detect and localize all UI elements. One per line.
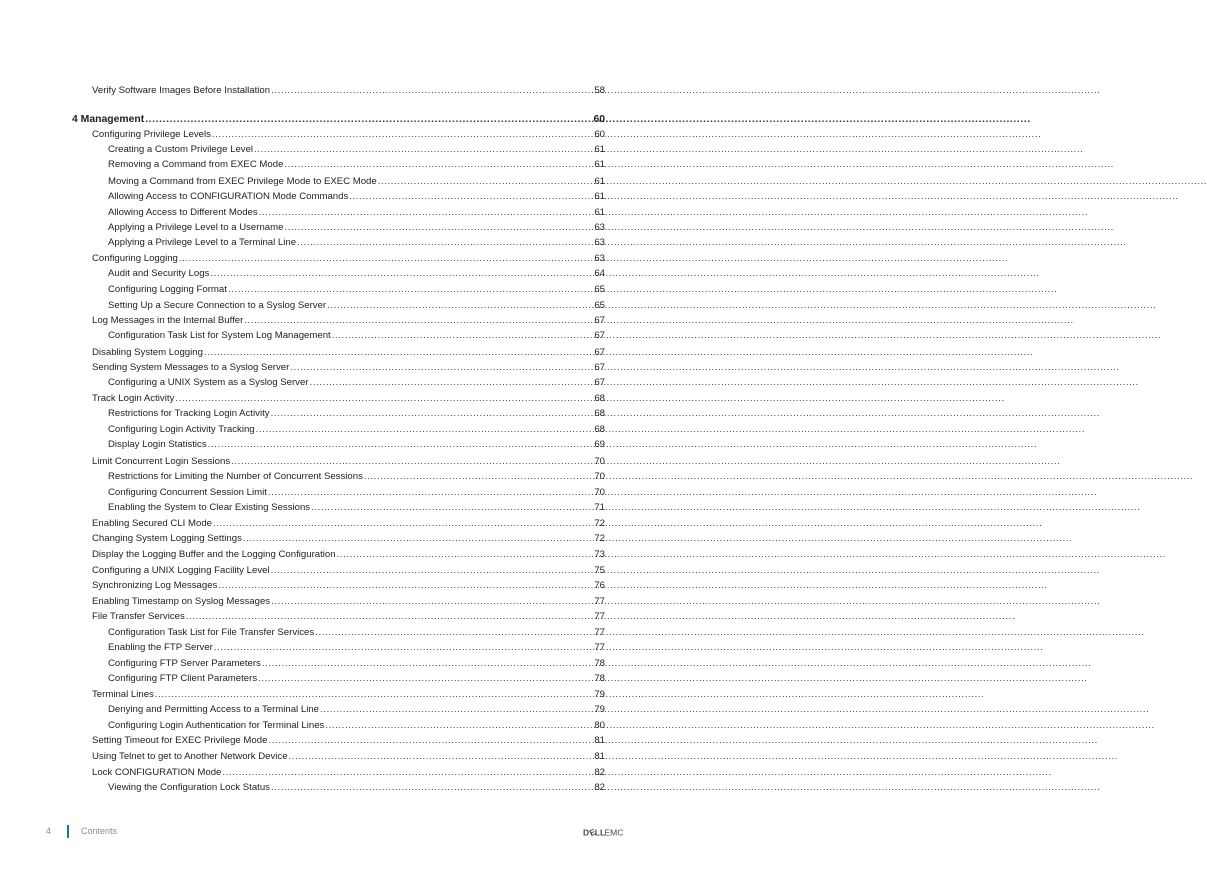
toc-entry[interactable] [92,393,605,405]
toc-entry-title: Audit and Security Logs [108,268,210,279]
toc-entry[interactable] [92,518,605,530]
toc-entry[interactable] [92,596,605,608]
toc-leader-dots [256,424,594,436]
toc-entry-title: Log Messages in the Internal Buffer [92,315,244,326]
toc-entry-page: 76 [594,580,605,591]
toc-subentry[interactable] [108,439,605,451]
toc-leader-dots [204,347,593,359]
toc-entry-title: Removing a Command from EXEC Mode [108,159,284,170]
toc-leader-dots [327,300,593,312]
toc-leader-dots [320,704,593,716]
toc-leader-dots [268,487,593,499]
toc-entry-title: Moving a Command from EXEC Privilege Mode to EXEC Mode [108,176,377,187]
toc-leader-dots [289,751,594,763]
toc-entry-page: 58 [594,85,605,96]
toc-entry-page: 67 [594,362,605,373]
toc-subentry[interactable] [108,658,605,670]
toc-subentry[interactable] [108,502,605,514]
toc-entry-page: 79 [594,704,605,715]
toc-subentry[interactable] [108,284,605,296]
toc-leader-dots [258,673,593,685]
toc-leader-dots [222,767,593,779]
toc-entry[interactable] [92,362,605,374]
toc-entry-page: 82 [594,767,605,778]
toc-entry[interactable] [92,315,605,327]
toc-entry[interactable] [92,751,605,763]
toc-entry[interactable] [92,565,605,577]
toc-entry-page: 69 [594,439,605,450]
toc-leader-dots [214,642,593,654]
toc-entry-page: 77 [594,596,605,607]
toc-entry-page: 82 [594,782,605,793]
toc-entry-title: Changing System Logging Settings [92,533,242,544]
toc-entry-page: 68 [594,393,605,404]
toc-entry-page: 75 [594,565,605,576]
toc-entry-page: 73 [594,549,605,560]
toc-entry[interactable] [92,253,605,265]
toc-entry-title: Applying a Privilege Level to a Terminal Line [108,237,297,248]
toc-subentry[interactable] [108,642,605,654]
toc-entry-title: Enabling Secured CLI Mode [92,518,212,529]
toc-leader-dots [310,377,594,389]
toc-entry-page: 81 [594,751,605,762]
toc-leader-dots [218,580,593,592]
toc-entry-title: Configuring a UNIX Logging Facility Level [92,565,270,576]
toc-leader-dots [315,627,593,639]
toc-subentry[interactable] [108,720,605,732]
toc-leader-dots [254,144,593,156]
toc-entry[interactable] [92,347,605,359]
svg-text:EMC: EMC [604,827,624,838]
toc-entry-page: 61 [594,159,605,170]
toc-subentry[interactable] [108,377,605,389]
toc-entry-title: Using Telnet to get to Another Network Device [92,751,288,762]
toc-entry-title: Track Login Activity [92,393,175,404]
toc-entry-page: 67 [594,347,605,358]
toc-leader-dots [284,222,593,234]
toc-entry-title: Restrictions for Tracking Login Activity [108,408,270,419]
toc-leader-dots [228,284,593,296]
toc-chapter-title: 4 Management [72,114,145,125]
toc-entry-page: 77 [594,627,605,638]
toc-subentry[interactable] [108,222,605,234]
toc-entry-title: Terminal Lines [92,689,154,700]
toc-entry-page: 63 [594,222,605,233]
toc-entry-title: Configuring Logging [92,253,178,264]
toc-entry-title: Configuration Task List for System Log Management [108,330,331,341]
toc-entry-title: Disabling System Logging [92,347,203,358]
toc-entry-title: Display Login Statistics [108,439,207,450]
toc-chapter-entry[interactable] [72,114,605,126]
toc-entry-page: 64 [594,268,605,279]
toc-subentry[interactable] [108,673,605,685]
toc-entry-title: Configuring a UNIX System as a Syslog Server [108,377,309,388]
toc-entry-title: Viewing the Configuration Lock Status [108,782,270,793]
toc-entry-title: Configuring FTP Server Parameters [108,658,261,669]
toc-entry-title: Applying a Privilege Level to a Username [108,222,284,233]
toc-entry[interactable] [92,767,605,779]
toc-leader-dots [325,720,593,732]
toc-entry[interactable] [92,735,605,747]
toc-subentry[interactable] [108,704,605,716]
svg-text:E: E [587,826,598,839]
toc-entry-title: Restrictions for Limiting the Number of Concurrent Sessions [108,471,363,482]
toc-entry-page: 68 [594,424,605,435]
toc-entry-title: Configuring Login Authentication for Terminal Lines [108,720,325,731]
toc-leader-dots [231,456,593,468]
toc-entry-page: 70 [594,456,605,467]
toc-entry-page: 78 [594,673,605,684]
toc-entry-page: 80 [594,720,605,731]
toc-leader-dots [349,191,593,203]
toc-entry[interactable] [92,456,605,468]
toc-leader-dots [145,114,592,126]
toc-leader-dots [244,315,593,327]
toc-entry[interactable] [92,549,605,561]
toc-entry-title: Configuration Task List for File Transfer Services [108,627,315,638]
toc-entry-page: 67 [594,330,605,341]
toc-leader-dots [268,735,593,747]
toc-entry-page: 81 [594,735,605,746]
toc-entry-title: Creating a Custom Privilege Level [108,144,254,155]
toc-entry-title: Setting Up a Secure Connection to a Syslog Server [108,300,327,311]
toc-entry[interactable] [92,129,605,141]
toc-subentry[interactable] [108,487,605,499]
toc-subentry[interactable] [108,176,605,188]
toc-leader-dots [284,159,593,171]
toc-entry-page: 67 [594,377,605,388]
toc-entry-page: 71 [594,502,605,513]
page-footer [0,826,661,840]
toc-entry-page: 61 [594,207,605,218]
toc-leader-dots [332,330,594,342]
toc-subentry[interactable] [108,782,605,794]
toc-entry-page: 72 [594,518,605,529]
toc-entry-page: 60 [594,129,605,140]
toc-entry-title: Lock CONFIGURATION Mode [92,767,222,778]
toc-entry[interactable] [92,580,605,592]
toc-entry-page: 77 [594,642,605,653]
footer-section-label: Contents [81,826,118,836]
toc-entry[interactable] [92,85,605,97]
toc-subentry[interactable] [108,144,605,156]
toc-chapter-page: 60 [593,114,605,125]
toc-leader-dots [271,782,593,794]
toc-entry-title: Limit Concurrent Login Sessions [92,456,231,467]
toc-entry-page: 61 [594,191,605,202]
svg-text:LL: LL [594,827,606,838]
toc-entry-title: Configuring Login Activity Tracking [108,424,255,435]
toc-entry-page: 68 [594,408,605,419]
toc-leader-dots [175,393,593,405]
toc-subentry[interactable] [108,191,605,203]
toc-leader-dots [186,611,594,623]
toc-entry-title: Sending System Messages to a Syslog Server [92,362,290,373]
toc-leader-dots [213,518,593,530]
toc-leader-dots [297,237,593,249]
toc-entry-title: Display the Logging Buffer and the Logging Configuration [92,549,336,560]
toc-subentry[interactable] [108,207,605,219]
svg-text:D: D [583,827,590,838]
toc-entry-title: Allowing Access to CONFIGURATION Mode Commands [108,191,349,202]
toc-subentry[interactable] [108,330,605,342]
toc-subentry[interactable] [108,471,605,483]
toc-entry-page: 67 [594,315,605,326]
footer-divider [67,825,69,838]
toc-leader-dots [271,408,594,420]
toc-entry-page: 65 [594,300,605,311]
toc-leader-dots [271,565,594,577]
toc-subentry[interactable] [108,268,605,280]
toc-entry-title: Configuring Privilege Levels [92,129,211,140]
toc-entry-page: 72 [594,533,605,544]
toc-entry-title: Configuring FTP Client Parameters [108,673,258,684]
toc-entry[interactable] [92,611,605,623]
toc-leader-dots [155,689,593,701]
toc-entry-title: File Transfer Services [92,611,185,622]
toc-leader-dots [290,362,593,374]
toc-leader-dots [210,268,593,280]
toc-leader-dots [259,207,594,219]
toc-leader-dots [208,439,594,451]
toc-entry-page: 61 [594,144,605,155]
toc-entry-page: 61 [594,176,605,187]
toc-entry-title: Enabling the FTP Server [108,642,213,653]
toc-entry[interactable] [92,689,605,701]
toc-leader-dots [212,129,593,141]
dell-emc-logo [583,826,624,839]
toc-subentry[interactable] [108,159,605,171]
toc-entry-title: Enabling the System to Clear Existing Sessions [108,502,311,513]
toc-leader-dots [179,253,593,265]
toc-entry-title: Verify Software Images Before Installation [92,85,271,96]
toc-entry-title: Configuring Logging Format [108,284,227,295]
toc-entry-page: 77 [594,611,605,622]
toc-entry-page: 70 [594,471,605,482]
toc-leader-dots [271,596,593,608]
toc-subentry[interactable] [108,300,605,312]
toc-entry-page: 70 [594,487,605,498]
toc-entry-page: 65 [594,284,605,295]
toc-entry-page: 63 [594,237,605,248]
toc-entry-title: Enabling Timestamp on Syslog Messages [92,596,271,607]
toc-entry-page: 63 [594,253,605,264]
toc-entry-title: Configuring Concurrent Session Limit [108,487,267,498]
toc-subentry[interactable] [108,627,605,639]
toc-entry-title: Allowing Access to Different Modes [108,207,258,218]
toc-leader-dots [271,85,593,97]
toc-entry-title: Denying and Permitting Access to a Terminal Line [108,704,319,715]
toc-leader-dots [262,658,593,670]
toc-entry-title: Setting Timeout for EXEC Privilege Mode [92,735,268,746]
footer-page-number: 4 [46,826,52,836]
toc-leader-dots [364,471,593,483]
toc-leader-dots [311,502,593,514]
toc-entry-title: Synchronizing Log Messages [92,580,218,591]
toc-subentry[interactable] [108,408,605,420]
toc-entry-page: 79 [594,689,605,700]
toc-leader-dots [337,549,594,561]
toc-leader-dots [378,176,594,188]
toc-subentry[interactable] [108,237,605,249]
toc-entry[interactable] [92,533,605,545]
toc-leader-dots [243,533,593,545]
toc-entry-page: 78 [594,658,605,669]
toc-subentry[interactable] [108,424,605,436]
